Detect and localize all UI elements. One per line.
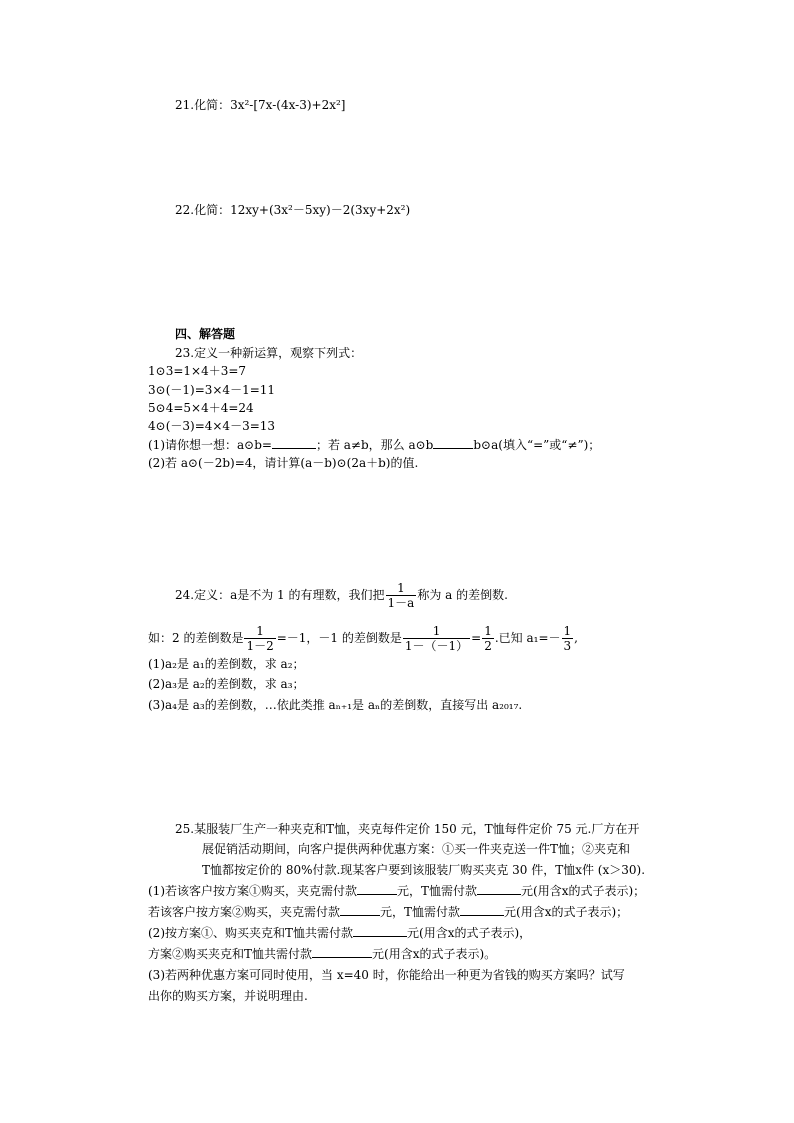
q25-part1 [148, 904, 628, 920]
q25-part3: (3)若两种优惠方案可同时使用，当 x=40 时，你能给出一种更为省钱的购买方案吗？试写 [148, 968, 625, 982]
q25-text: 元(用含x的式子表示)； [504, 905, 629, 919]
answer-blank[interactable] [433, 437, 473, 449]
fraction [403, 624, 470, 653]
fraction-denominator: 2 [484, 639, 492, 653]
answer-blank[interactable] [477, 883, 521, 895]
q25-text: 元，T恤需付款 [380, 905, 461, 919]
q25-stem: 展促销活动期间，向客户提供两种优惠方案：①买一件夹克送一件T恤；②夹克和 [202, 842, 631, 856]
q23-example: 4⊙(－3)=4×4－3=13 [148, 419, 276, 433]
q25-text: 元(用含x的式子表示)。 [372, 947, 497, 961]
q25-part2 [148, 946, 496, 962]
answer-blank[interactable] [357, 883, 397, 895]
q24-text: 称为 a 的差倒数. [417, 588, 508, 602]
answer-blank[interactable] [340, 904, 380, 916]
q24-text: = [471, 631, 482, 645]
q24-text: 如：2 的差倒数是 [148, 631, 244, 645]
fraction [386, 581, 417, 610]
q25-text: 方案②购买夹克和T恤共需付款 [148, 947, 313, 961]
q25-part2 [148, 925, 531, 941]
fraction-numerator: 1 [244, 624, 275, 639]
question-21 [175, 97, 345, 113]
q25-text: (1)若该客户按方案①购买，夹克需付款 [148, 884, 357, 898]
q23-p1-text: (1)请你想一想：a⊙b= [148, 438, 272, 452]
fraction-denominator: 1－（－1） [404, 639, 469, 653]
q25-part1 [148, 883, 645, 899]
q23-example: 1⊙3=1×4＋3=7 [148, 364, 247, 378]
q23-p1-text: b⊙a(填入“=”或“≠”)； [473, 438, 601, 452]
q25-text: (2)按方案①、购买夹克和T恤共需付款 [148, 926, 354, 940]
q23-part2: (2)若 a⊙(－2b)=4，请计算(a－b)⊙(2a＋b)的值. [148, 456, 419, 470]
q25-text: 元(用含x的式子表示)， [407, 926, 532, 940]
q24-text: .已知 a₁=－ [494, 631, 561, 645]
q22-expression: 12xy+(3x²－5xy)－2(3xy+2x²) [230, 203, 411, 217]
q24-part3: (3)a₄是 a₃的差倒数，…依此类推 aₙ₊₁是 aₙ的差倒数，直接写出 a₂₀₁₇. [148, 698, 523, 712]
fraction-denominator: 3 [563, 639, 572, 653]
q24-part1: (1)a₂是 a₁的差倒数，求 a₂； [148, 657, 305, 671]
section-title: 四、解答题 [175, 327, 236, 341]
q21-expression: 3x²-[7x-(4x-3)+2x²] [230, 98, 346, 112]
q25-text: 元(用含x的式子表示)； [521, 884, 646, 898]
q25-text: 元，T恤需付款 [397, 884, 478, 898]
fraction-numerator: 1 [484, 624, 492, 638]
q23-example: 3⊙(－1)=3×4－1=11 [148, 383, 276, 397]
q22-label: 22.化简： [175, 203, 231, 217]
q25-text: 若该客户按方案②购买，夹克需付款 [148, 905, 341, 919]
q24-text: =－1，－1 的差倒数是 [276, 631, 402, 645]
answer-blank[interactable] [353, 925, 407, 937]
fraction-numerator: 1 [386, 581, 417, 596]
q23-part1 [148, 437, 600, 453]
answer-blank[interactable] [460, 904, 504, 916]
q21-label: 21.化简： [175, 98, 231, 112]
fraction-denominator: 1－a [387, 596, 415, 610]
q24-text: , [574, 631, 578, 645]
fraction-numerator: 1 [563, 624, 572, 638]
fraction-denominator: 1－2 [246, 639, 274, 653]
q25-stem: 25.某服装厂生产一种夹克和T恤，夹克每件定价 150 元，T恤每件定价 75 元.厂方在开 [175, 822, 640, 836]
q24-definition [175, 575, 508, 615]
fraction [244, 624, 275, 653]
answer-blank[interactable] [312, 946, 372, 958]
fraction [482, 624, 494, 653]
fraction [562, 624, 574, 653]
q23-example: 5⊙4=5×4＋4=24 [148, 401, 254, 415]
question-22 [175, 202, 410, 218]
q23-p1-text: ；若 a≠b，那么 a⊙b [315, 438, 434, 452]
q24-part2: (2)a₃是 a₂的差倒数，求 a₃； [148, 677, 305, 691]
fraction-numerator: 1 [403, 624, 470, 639]
q24-text: 24.定义：a是不为 1 的有理数，我们把 [175, 588, 385, 602]
answer-blank[interactable] [272, 437, 316, 449]
q23-intro: 23.定义一种新运算，观察下列式： [175, 346, 363, 360]
q24-example [148, 618, 578, 658]
q25-part3: 出你的购买方案，并说明理由. [148, 989, 308, 1003]
q25-stem: T恤都按定价的 80%付款.现某客户要到该服装厂购买夹克 30 件，T恤x件 (x＞30). [202, 863, 646, 877]
